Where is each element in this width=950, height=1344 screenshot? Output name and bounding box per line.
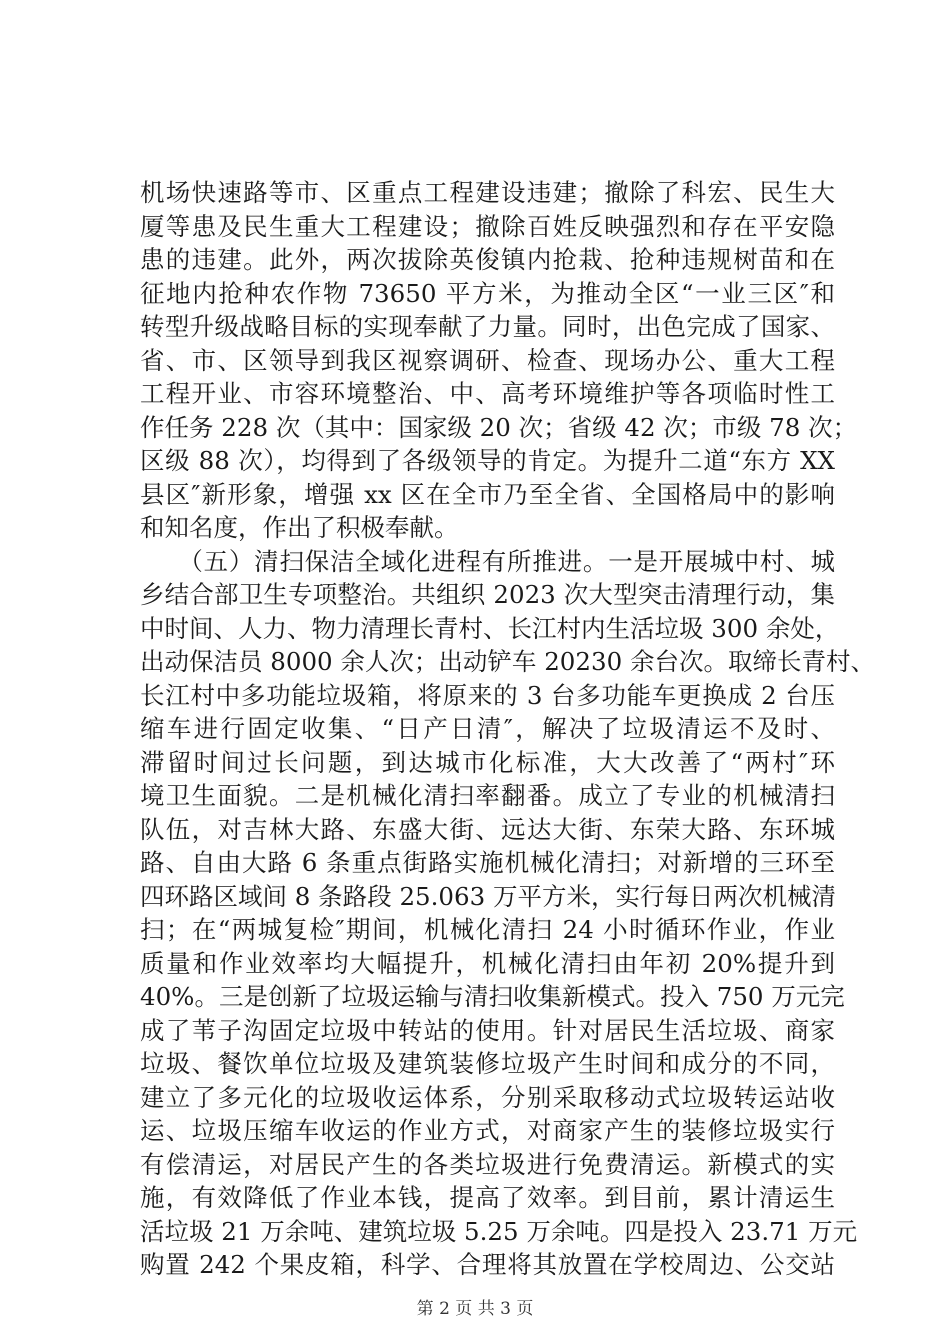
- text-line: 购置 242 个果皮箱，科学、合理将其放置在学校周边、公交站: [140, 1250, 835, 1279]
- text-line: 区级 88 次），均得到了各级领导的肯定。为提升二道“东方 XX: [140, 446, 835, 475]
- text-line: 作任务 228 次（其中：国家级 20 次；省级 42 次；市级 78 次；: [140, 412, 858, 442]
- text-line: 运、垃圾压缩车收运的作业方式，对商家产生的装修垃圾实行: [140, 1116, 835, 1145]
- text-line: 患的违建。此外，两次拔除英俊镇内抢栽、抢种违规树苗和在: [140, 245, 835, 274]
- body-text: [140, 176, 875, 1282]
- text-line: 垃圾、餐饮单位垃圾及建筑装修垃圾产生时间和成分的不同，: [140, 1049, 835, 1078]
- text-line: 出动保洁员 8000 余人次；出动铲车 20230 余台次。取缔长青村、: [140, 647, 875, 676]
- section-heading-line: （五）清扫保洁全域化进程有所推进。一是开展城中村、城: [140, 546, 835, 576]
- text-line: 县区″新形象，增强 xx 区在全市乃至全省、全国格局中的影响: [140, 479, 835, 509]
- text-line: 队伍，对吉林大路、东盛大街、远达大街、东荣大路、东环城: [140, 814, 835, 844]
- text-line: 征地内抢种农作物 73650 平方米，为推动全区“一业三区″和: [140, 278, 835, 308]
- text-line: 质量和作业效率均大幅提升，机械化清扫由年初 20%提升到: [140, 948, 835, 978]
- text-line: 缩车进行固定收集、“日产日清″，解决了垃圾清运不及时、: [140, 714, 835, 743]
- text-line: 和知名度，作出了积极奉献。: [140, 513, 459, 542]
- page-number: 第 2 页 共 3 页: [416, 1299, 534, 1319]
- text-line: 建立了多元化的垃圾收运体系，分别采取移动式垃圾转运站收: [140, 1082, 835, 1112]
- text-line: 成了苇子沟固定垃圾中转站的使用。针对居民生活垃圾、商家: [140, 1015, 835, 1045]
- text-line: 四环路区域间 8 条路段 25.063 万平方米，实行每日两次机械清: [140, 881, 836, 911]
- text-line: 活垃圾 21 万余吨、建筑垃圾 5.25 万余吨。四是投入 23.71 万元: [140, 1216, 858, 1246]
- text-line: 省、市、区领导到我区视察调研、检查、现场办公、重大工程: [140, 345, 835, 375]
- text-line: 施，有效降低了作业本钱，提高了效率。到目前，累计清运生: [140, 1183, 835, 1212]
- text-line: 工程开业、市容环境整治、中、高考环境维护等各项临时性工: [140, 379, 835, 408]
- text-line: 中时间、人力、物力清理长青村、长江村内生活垃圾 300 余处，: [140, 613, 840, 643]
- text-line: 转型升级战略目标的实现奉献了力量。同时，出色完成了国家、: [140, 312, 835, 341]
- text-line: 40%。三是创新了垃圾运输与清扫收集新模式。投入 750 万元完: [140, 982, 845, 1011]
- text-line: 境卫生面貌。二是机械化清扫率翻番。成立了专业的机械清扫: [140, 781, 835, 810]
- text-line: 滞留时间过长问题，到达城市化标准，大大改善了“两村″环: [140, 747, 835, 777]
- text-line: 长江村中多功能垃圾箱，将原来的 3 台多功能车更换成 2 台压: [140, 680, 835, 710]
- text-line: 厦等患及民生重大工程建设；撤除百姓反映强烈和存在平安隐: [140, 211, 835, 241]
- text-line: 路、自由大路 6 条重点街路实施机械化清扫；对新增的三环至: [140, 848, 835, 877]
- text-line: 乡结合部卫生专项整治。共组织 2023 次大型突击清理行动，集: [140, 580, 835, 609]
- text-line: 有偿清运，对居民产生的各类垃圾进行免费清运。新模式的实: [140, 1149, 835, 1179]
- text-line: 扫；在“两城复检″期间，机械化清扫 24 小时循环作业，作业: [140, 915, 835, 944]
- text-line: 机场快速路等市、区重点工程建设违建；撤除了科宏、民生大: [140, 178, 835, 207]
